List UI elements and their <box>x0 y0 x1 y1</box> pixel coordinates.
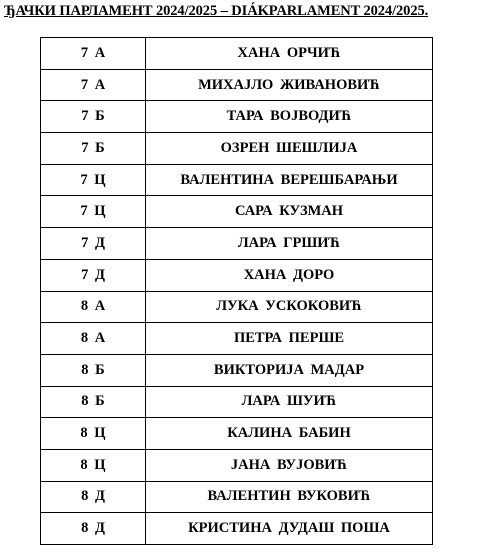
table-row <box>41 449 433 481</box>
class-cell: 8 Д <box>41 513 146 545</box>
document-title: ЂАЧКИ ПАРЛАМЕНТ 2024/2025 – DIÁKPARLAMENT 2024/2025. <box>4 3 429 19</box>
table-row <box>41 481 433 513</box>
student-name-cell: МИХАЈЛО ЖИВАНОВИЋ <box>146 69 433 101</box>
student-name-cell: ВИКТОРИЈА МАДАР <box>146 354 433 386</box>
class-cell: 7 Д <box>41 228 146 260</box>
student-name-cell: ЛАРА ГРШИЋ <box>146 228 433 260</box>
table-row <box>41 418 433 450</box>
class-cell: 7 Ц <box>41 164 146 196</box>
student-name-cell: ПЕТРА ПЕРШЕ <box>146 323 433 355</box>
class-cell: 8 Б <box>41 386 146 418</box>
class-cell: 7 Б <box>41 101 146 133</box>
class-cell: 7 А <box>41 38 146 70</box>
table-row <box>41 164 433 196</box>
class-cell: 8 Ц <box>41 418 146 450</box>
student-name-cell: ХАНА ДОРО <box>146 259 433 291</box>
student-name-cell: КРИСТИНА ДУДАШ ПОША <box>146 513 433 545</box>
student-name-cell: САРА КУЗМАН <box>146 196 433 228</box>
student-name-cell: ВАЛЕНТИНА ВЕРЕШБАРАЊИ <box>146 164 433 196</box>
student-name-cell: КАЛИНА БАБИН <box>146 418 433 450</box>
table-row <box>41 101 433 133</box>
class-cell: 8 А <box>41 291 146 323</box>
student-name-cell: ТАРА ВОЈВОДИЋ <box>146 101 433 133</box>
class-cell: 7 Ц <box>41 196 146 228</box>
parliament-table <box>40 37 433 545</box>
table-row <box>41 133 433 165</box>
table-row <box>41 259 433 291</box>
table-row <box>41 38 433 70</box>
table-row <box>41 323 433 355</box>
table-row <box>41 69 433 101</box>
table-row <box>41 291 433 323</box>
class-cell: 8 А <box>41 323 146 355</box>
class-cell: 7 Д <box>41 259 146 291</box>
student-name-cell: ЛАРА ШУИЋ <box>146 386 433 418</box>
class-cell: 8 Д <box>41 481 146 513</box>
student-name-cell: ОЗРЕН ШЕШЛИЈА <box>146 133 433 165</box>
class-cell: 8 Ц <box>41 449 146 481</box>
student-name-cell: ЛУКА УСКОКОВИЋ <box>146 291 433 323</box>
table-row <box>41 386 433 418</box>
class-cell: 7 А <box>41 69 146 101</box>
student-name-cell: ВАЛЕНТИН ВУКОВИЋ <box>146 481 433 513</box>
student-name-cell: ХАНА ОРЧИЋ <box>146 38 433 70</box>
table-row <box>41 354 433 386</box>
class-cell: 8 Б <box>41 354 146 386</box>
class-cell: 7 Б <box>41 133 146 165</box>
table-row <box>41 196 433 228</box>
student-name-cell: ЈАНА ВУЈОВИЋ <box>146 449 433 481</box>
table-row <box>41 228 433 260</box>
table-row <box>41 513 433 545</box>
